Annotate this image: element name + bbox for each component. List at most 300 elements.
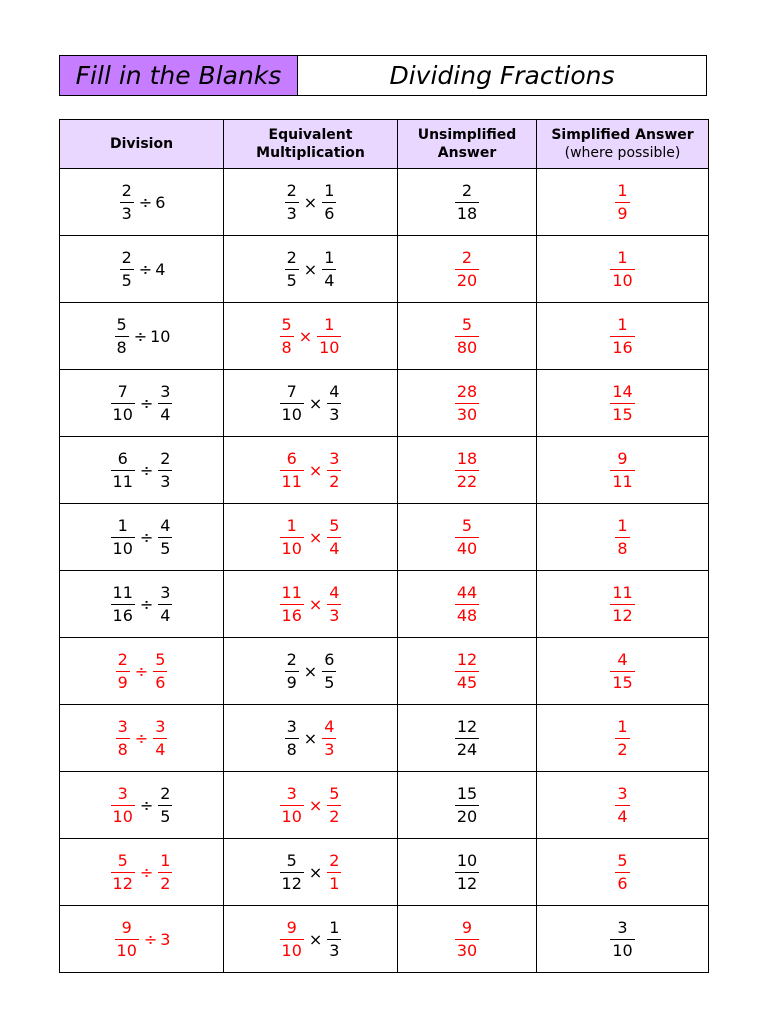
numerator: 3: [617, 918, 628, 937]
denominator: 3: [160, 472, 171, 491]
worksheet-header: [59, 55, 707, 96]
simplified-fraction: [610, 584, 634, 625]
column-header-equivalent-multiplication: Equivalent Multiplication: [224, 120, 398, 169]
multiplication-cell: [224, 437, 398, 504]
divisor-fraction: [158, 383, 172, 424]
simplified-cell: [537, 638, 709, 705]
numerator: 18: [456, 449, 478, 468]
denominator: 80: [456, 338, 478, 357]
column-header-unsimplified-answer: Unsimplified Answer: [398, 120, 537, 169]
numerator: 3: [117, 784, 128, 803]
multiplication-cell: [224, 705, 398, 772]
divide-sign: ÷: [133, 327, 148, 346]
multiplication-expression: [283, 182, 339, 223]
table-row: [60, 638, 709, 705]
numerator: 5: [116, 315, 127, 334]
dividend-fraction: [115, 316, 129, 357]
denominator: 5: [160, 807, 171, 826]
first-factor-fraction: [285, 182, 299, 223]
numerator: 5: [117, 851, 128, 870]
numerator: 3: [160, 583, 171, 602]
numerator: 9: [121, 918, 132, 937]
numerator: 9: [461, 918, 473, 937]
divisor-whole-number: 10: [150, 327, 171, 346]
simplified-fraction: [615, 785, 629, 826]
division-expression: [109, 517, 175, 558]
unsimplified-cell: [398, 906, 537, 973]
numerator: 6: [117, 449, 128, 468]
multiplication-cell: [224, 638, 398, 705]
denominator: 2: [617, 740, 628, 759]
denominator: 8: [281, 338, 292, 357]
division-cell: [60, 303, 224, 370]
dividend-fraction: [111, 383, 135, 424]
multiplication-cell: [224, 571, 398, 638]
multiplication-expression: [278, 450, 344, 491]
numerator: 5: [617, 851, 628, 870]
numerator: 5: [461, 315, 473, 334]
simplified-cell: [537, 303, 709, 370]
numerator: 2: [286, 248, 297, 267]
unsimplified-fraction: [455, 584, 479, 625]
numerator: 9: [286, 918, 297, 937]
denominator: 5: [121, 271, 132, 290]
worksheet-title: Dividing Fractions: [389, 61, 615, 90]
numerator: 1: [617, 516, 628, 535]
denominator: 16: [281, 606, 302, 625]
division-expression: [109, 852, 175, 893]
divide-sign: ÷: [139, 595, 154, 614]
divide-sign: ÷: [134, 729, 149, 748]
division-expression: [114, 718, 170, 759]
denominator: 5: [324, 673, 335, 692]
unsimplified-cell: [398, 772, 537, 839]
division-expression: [113, 316, 171, 357]
denominator: 4: [324, 271, 335, 290]
numerator: 12: [456, 650, 478, 669]
denominator: 10: [112, 539, 133, 558]
denominator: 24: [456, 740, 478, 759]
denominator: 10: [281, 807, 302, 826]
numerator: 6: [286, 449, 297, 468]
first-factor-fraction: [280, 785, 304, 826]
reciprocal-fraction: [327, 383, 341, 424]
numerator: 4: [329, 583, 340, 602]
first-factor-fraction: [280, 450, 304, 491]
reciprocal-fraction: [327, 450, 341, 491]
simplified-fraction: [615, 852, 629, 893]
numerator: 4: [617, 650, 628, 669]
numerator: 1: [324, 248, 335, 267]
unsimplified-cell: [398, 705, 537, 772]
numerator: 3: [160, 382, 171, 401]
divisor-whole-number: 6: [155, 193, 166, 212]
numerator: 1: [286, 516, 297, 535]
divisor-whole-number: 4: [155, 260, 166, 279]
denominator: 18: [456, 204, 478, 223]
denominator: 16: [112, 606, 133, 625]
divide-sign: ÷: [139, 461, 154, 480]
division-cell: [60, 906, 224, 973]
numerator: 5: [329, 516, 340, 535]
numerator: 1: [160, 851, 171, 870]
divisor-fraction: [153, 718, 167, 759]
unsimplified-cell: [398, 839, 537, 906]
numerator: 2: [461, 248, 473, 267]
denominator: 12: [112, 874, 133, 893]
numerator: 1: [324, 315, 335, 334]
multiply-sign: ×: [308, 528, 323, 547]
numerator: 2: [461, 181, 473, 200]
denominator: 3: [329, 405, 340, 424]
numerator: 9: [617, 449, 628, 468]
fractions-table: [59, 119, 709, 973]
simplified-cell: [537, 169, 709, 236]
numerator: 5: [281, 315, 292, 334]
numerator: 3: [617, 784, 628, 803]
simplified-fraction: [610, 919, 634, 960]
table-row: [60, 705, 709, 772]
simplified-fraction: [615, 718, 629, 759]
dividend-fraction: [120, 249, 134, 290]
unsimplified-fraction: [455, 919, 479, 960]
denominator: 45: [456, 673, 478, 692]
fill-in-blanks-badge: Fill in the Blanks: [60, 56, 298, 95]
multiplication-expression: [283, 718, 339, 759]
dividend-fraction: [111, 584, 135, 625]
unsimplified-cell: [398, 504, 537, 571]
numerator: 10: [456, 851, 478, 870]
simplified-fraction: [615, 517, 629, 558]
multiply-sign: ×: [303, 193, 318, 212]
denominator: 8: [286, 740, 297, 759]
simplified-fraction: [615, 182, 629, 223]
multiplication-expression: [278, 919, 344, 960]
dividend-fraction: [115, 919, 139, 960]
numerator: 44: [456, 583, 478, 602]
denominator: 11: [612, 472, 633, 491]
division-cell: [60, 236, 224, 303]
division-expression: [118, 249, 166, 290]
division-cell: [60, 839, 224, 906]
denominator: 10: [112, 807, 133, 826]
multiplication-expression: [278, 316, 344, 357]
dividend-fraction: [111, 785, 135, 826]
division-cell: [60, 437, 224, 504]
denominator: 48: [456, 606, 478, 625]
multiply-sign: ×: [308, 461, 323, 480]
multiplication-expression: [278, 584, 344, 625]
division-expression: [109, 383, 175, 424]
denominator: 3: [121, 204, 132, 223]
denominator: 12: [281, 874, 302, 893]
simplified-cell: [537, 236, 709, 303]
first-factor-fraction: [280, 584, 304, 625]
simplified-cell: [537, 839, 709, 906]
dividend-fraction: [116, 718, 130, 759]
numerator: 2: [160, 784, 171, 803]
first-factor-fraction: [280, 919, 304, 960]
denominator: 12: [456, 874, 478, 893]
unsimplified-fraction: [455, 383, 479, 424]
simplified-fraction: [610, 316, 634, 357]
multiplication-cell: [224, 772, 398, 839]
numerator: 2: [286, 181, 297, 200]
denominator: 6: [617, 874, 628, 893]
divide-sign: ÷: [138, 193, 153, 212]
table-row: [60, 504, 709, 571]
numerator: 4: [324, 717, 335, 736]
reciprocal-fraction: [322, 249, 336, 290]
denominator: 9: [617, 204, 628, 223]
division-cell: [60, 571, 224, 638]
denominator: 10: [281, 941, 302, 960]
divide-sign: ÷: [138, 260, 153, 279]
division-expression: [113, 919, 171, 960]
numerator: 5: [155, 650, 166, 669]
unsimplified-cell: [398, 169, 537, 236]
reciprocal-fraction: [322, 651, 336, 692]
numerator: 3: [286, 784, 297, 803]
reciprocal-fraction: [327, 919, 341, 960]
denominator: 10: [281, 539, 302, 558]
multiplication-expression: [278, 517, 344, 558]
simplified-fraction: [610, 450, 634, 491]
unsimplified-cell: [398, 638, 537, 705]
table-row: [60, 772, 709, 839]
denominator: 10: [281, 405, 302, 424]
numerator: 5: [461, 516, 473, 535]
unsimplified-fraction: [455, 450, 479, 491]
table-row: [60, 437, 709, 504]
numerator: 2: [286, 650, 297, 669]
divisor-fraction: [158, 450, 172, 491]
table-row: [60, 839, 709, 906]
denominator: 9: [286, 673, 297, 692]
numerator: 3: [286, 717, 297, 736]
multiply-sign: ×: [308, 930, 323, 949]
numerator: 1: [117, 516, 128, 535]
numerator: 2: [121, 181, 132, 200]
denominator: 40: [456, 539, 478, 558]
division-expression: [109, 584, 175, 625]
table-row: [60, 571, 709, 638]
numerator: 6: [324, 650, 335, 669]
column-header-simplified-answer: Simplified Answer (where possible): [537, 120, 709, 169]
denominator: 30: [456, 941, 478, 960]
unsimplified-cell: [398, 437, 537, 504]
denominator: 11: [112, 472, 133, 491]
denominator: 2: [160, 874, 171, 893]
denominator: 4: [160, 405, 171, 424]
divide-sign: ÷: [134, 662, 149, 681]
dividend-fraction: [111, 517, 135, 558]
simplified-fraction: [610, 249, 634, 290]
denominator: 2: [329, 472, 340, 491]
multiply-sign: ×: [298, 327, 313, 346]
numerator: 7: [286, 382, 297, 401]
column-header-division: Division: [60, 120, 224, 169]
numerator: 2: [329, 851, 340, 870]
numerator: 11: [281, 583, 302, 602]
multiplication-cell: [224, 504, 398, 571]
division-expression: [109, 785, 175, 826]
simplified-fraction: [610, 651, 634, 692]
numerator: 12: [456, 717, 478, 736]
dividend-fraction: [120, 182, 134, 223]
division-cell: [60, 638, 224, 705]
divide-sign: ÷: [139, 528, 154, 547]
simplified-cell: [537, 370, 709, 437]
numerator: 4: [160, 516, 171, 535]
first-factor-fraction: [280, 517, 304, 558]
divide-sign: ÷: [139, 796, 154, 815]
denominator: 10: [319, 338, 340, 357]
division-expression: [114, 651, 170, 692]
denominator: 8: [116, 338, 127, 357]
multiplication-cell: [224, 236, 398, 303]
numerator: 3: [329, 449, 340, 468]
first-factor-fraction: [280, 316, 294, 357]
numerator: 3: [155, 717, 166, 736]
reciprocal-fraction: [317, 316, 341, 357]
divisor-fraction: [158, 584, 172, 625]
multiplication-cell: [224, 303, 398, 370]
first-factor-fraction: [280, 852, 304, 893]
numerator: 2: [117, 650, 128, 669]
unsimplified-cell: [398, 571, 537, 638]
unsimplified-fraction: [455, 316, 479, 357]
reciprocal-fraction: [322, 182, 336, 223]
denominator: 4: [329, 539, 340, 558]
numerator: 1: [324, 181, 335, 200]
denominator: 9: [117, 673, 128, 692]
division-expression: [109, 450, 175, 491]
simplified-cell: [537, 906, 709, 973]
numerator: 28: [456, 382, 478, 401]
table-row: [60, 236, 709, 303]
simplified-cell: [537, 504, 709, 571]
numerator: 15: [456, 784, 478, 803]
division-expression: [118, 182, 166, 223]
reciprocal-fraction: [322, 718, 336, 759]
first-factor-fraction: [285, 651, 299, 692]
denominator: 3: [324, 740, 335, 759]
numerator: 14: [612, 382, 633, 401]
numerator: 5: [286, 851, 297, 870]
table-header-row: [60, 120, 709, 169]
numerator: 3: [117, 717, 128, 736]
denominator: 2: [329, 807, 340, 826]
division-cell: [60, 705, 224, 772]
denominator: 8: [617, 539, 628, 558]
denominator: 10: [112, 405, 133, 424]
denominator: 4: [617, 807, 628, 826]
division-cell: [60, 772, 224, 839]
divisor-fraction: [158, 517, 172, 558]
table-row: [60, 169, 709, 236]
denominator: 6: [155, 673, 166, 692]
denominator: 20: [456, 271, 478, 290]
denominator: 4: [155, 740, 166, 759]
unsimplified-fraction: [455, 517, 479, 558]
multiply-sign: ×: [303, 729, 318, 748]
division-cell: [60, 169, 224, 236]
numerator: 1: [617, 315, 628, 334]
reciprocal-fraction: [327, 584, 341, 625]
divisor-fraction: [158, 785, 172, 826]
divide-sign: ÷: [139, 394, 154, 413]
multiply-sign: ×: [308, 863, 323, 882]
numerator: 4: [329, 382, 340, 401]
denominator: 3: [329, 606, 340, 625]
unsimplified-fraction: [455, 651, 479, 692]
denominator: 8: [117, 740, 128, 759]
numerator: 2: [160, 449, 171, 468]
denominator: 12: [612, 606, 633, 625]
simplified-cell: [537, 705, 709, 772]
numerator: 11: [612, 583, 633, 602]
denominator: 10: [612, 941, 633, 960]
numerator: 2: [121, 248, 132, 267]
unsimplified-cell: [398, 303, 537, 370]
denominator: 22: [456, 472, 478, 491]
denominator: 15: [612, 673, 633, 692]
multiplication-cell: [224, 839, 398, 906]
simplified-fraction: [610, 383, 634, 424]
divide-sign: ÷: [139, 863, 154, 882]
unsimplified-cell: [398, 236, 537, 303]
denominator: 4: [160, 606, 171, 625]
numerator: 1: [617, 717, 628, 736]
simplified-cell: [537, 437, 709, 504]
divisor-fraction: [158, 852, 172, 893]
denominator: 5: [286, 271, 297, 290]
unsimplified-fraction: [455, 249, 479, 290]
unsimplified-cell: [398, 370, 537, 437]
multiply-sign: ×: [308, 595, 323, 614]
multiply-sign: ×: [303, 260, 318, 279]
numerator: 1: [617, 248, 628, 267]
numerator: 7: [117, 382, 128, 401]
denominator: 5: [160, 539, 171, 558]
denominator: 11: [281, 472, 302, 491]
denominator: 16: [612, 338, 633, 357]
table-row: [60, 906, 709, 973]
divide-sign: ÷: [143, 930, 158, 949]
denominator: 30: [456, 405, 478, 424]
numerator: 1: [329, 918, 340, 937]
denominator: 20: [456, 807, 478, 826]
first-factor-fraction: [285, 249, 299, 290]
multiplication-expression: [278, 785, 344, 826]
multiply-sign: ×: [303, 662, 318, 681]
multiplication-cell: [224, 370, 398, 437]
reciprocal-fraction: [327, 517, 341, 558]
simplified-cell: [537, 571, 709, 638]
dividend-fraction: [116, 651, 130, 692]
numerator: 11: [112, 583, 133, 602]
denominator: 10: [116, 941, 137, 960]
denominator: 3: [286, 204, 297, 223]
multiplication-cell: [224, 906, 398, 973]
reciprocal-fraction: [327, 852, 341, 893]
divisor-whole-number: 3: [160, 930, 171, 949]
first-factor-fraction: [285, 718, 299, 759]
denominator: 1: [329, 874, 340, 893]
first-factor-fraction: [280, 383, 304, 424]
unsimplified-fraction: [455, 852, 479, 893]
